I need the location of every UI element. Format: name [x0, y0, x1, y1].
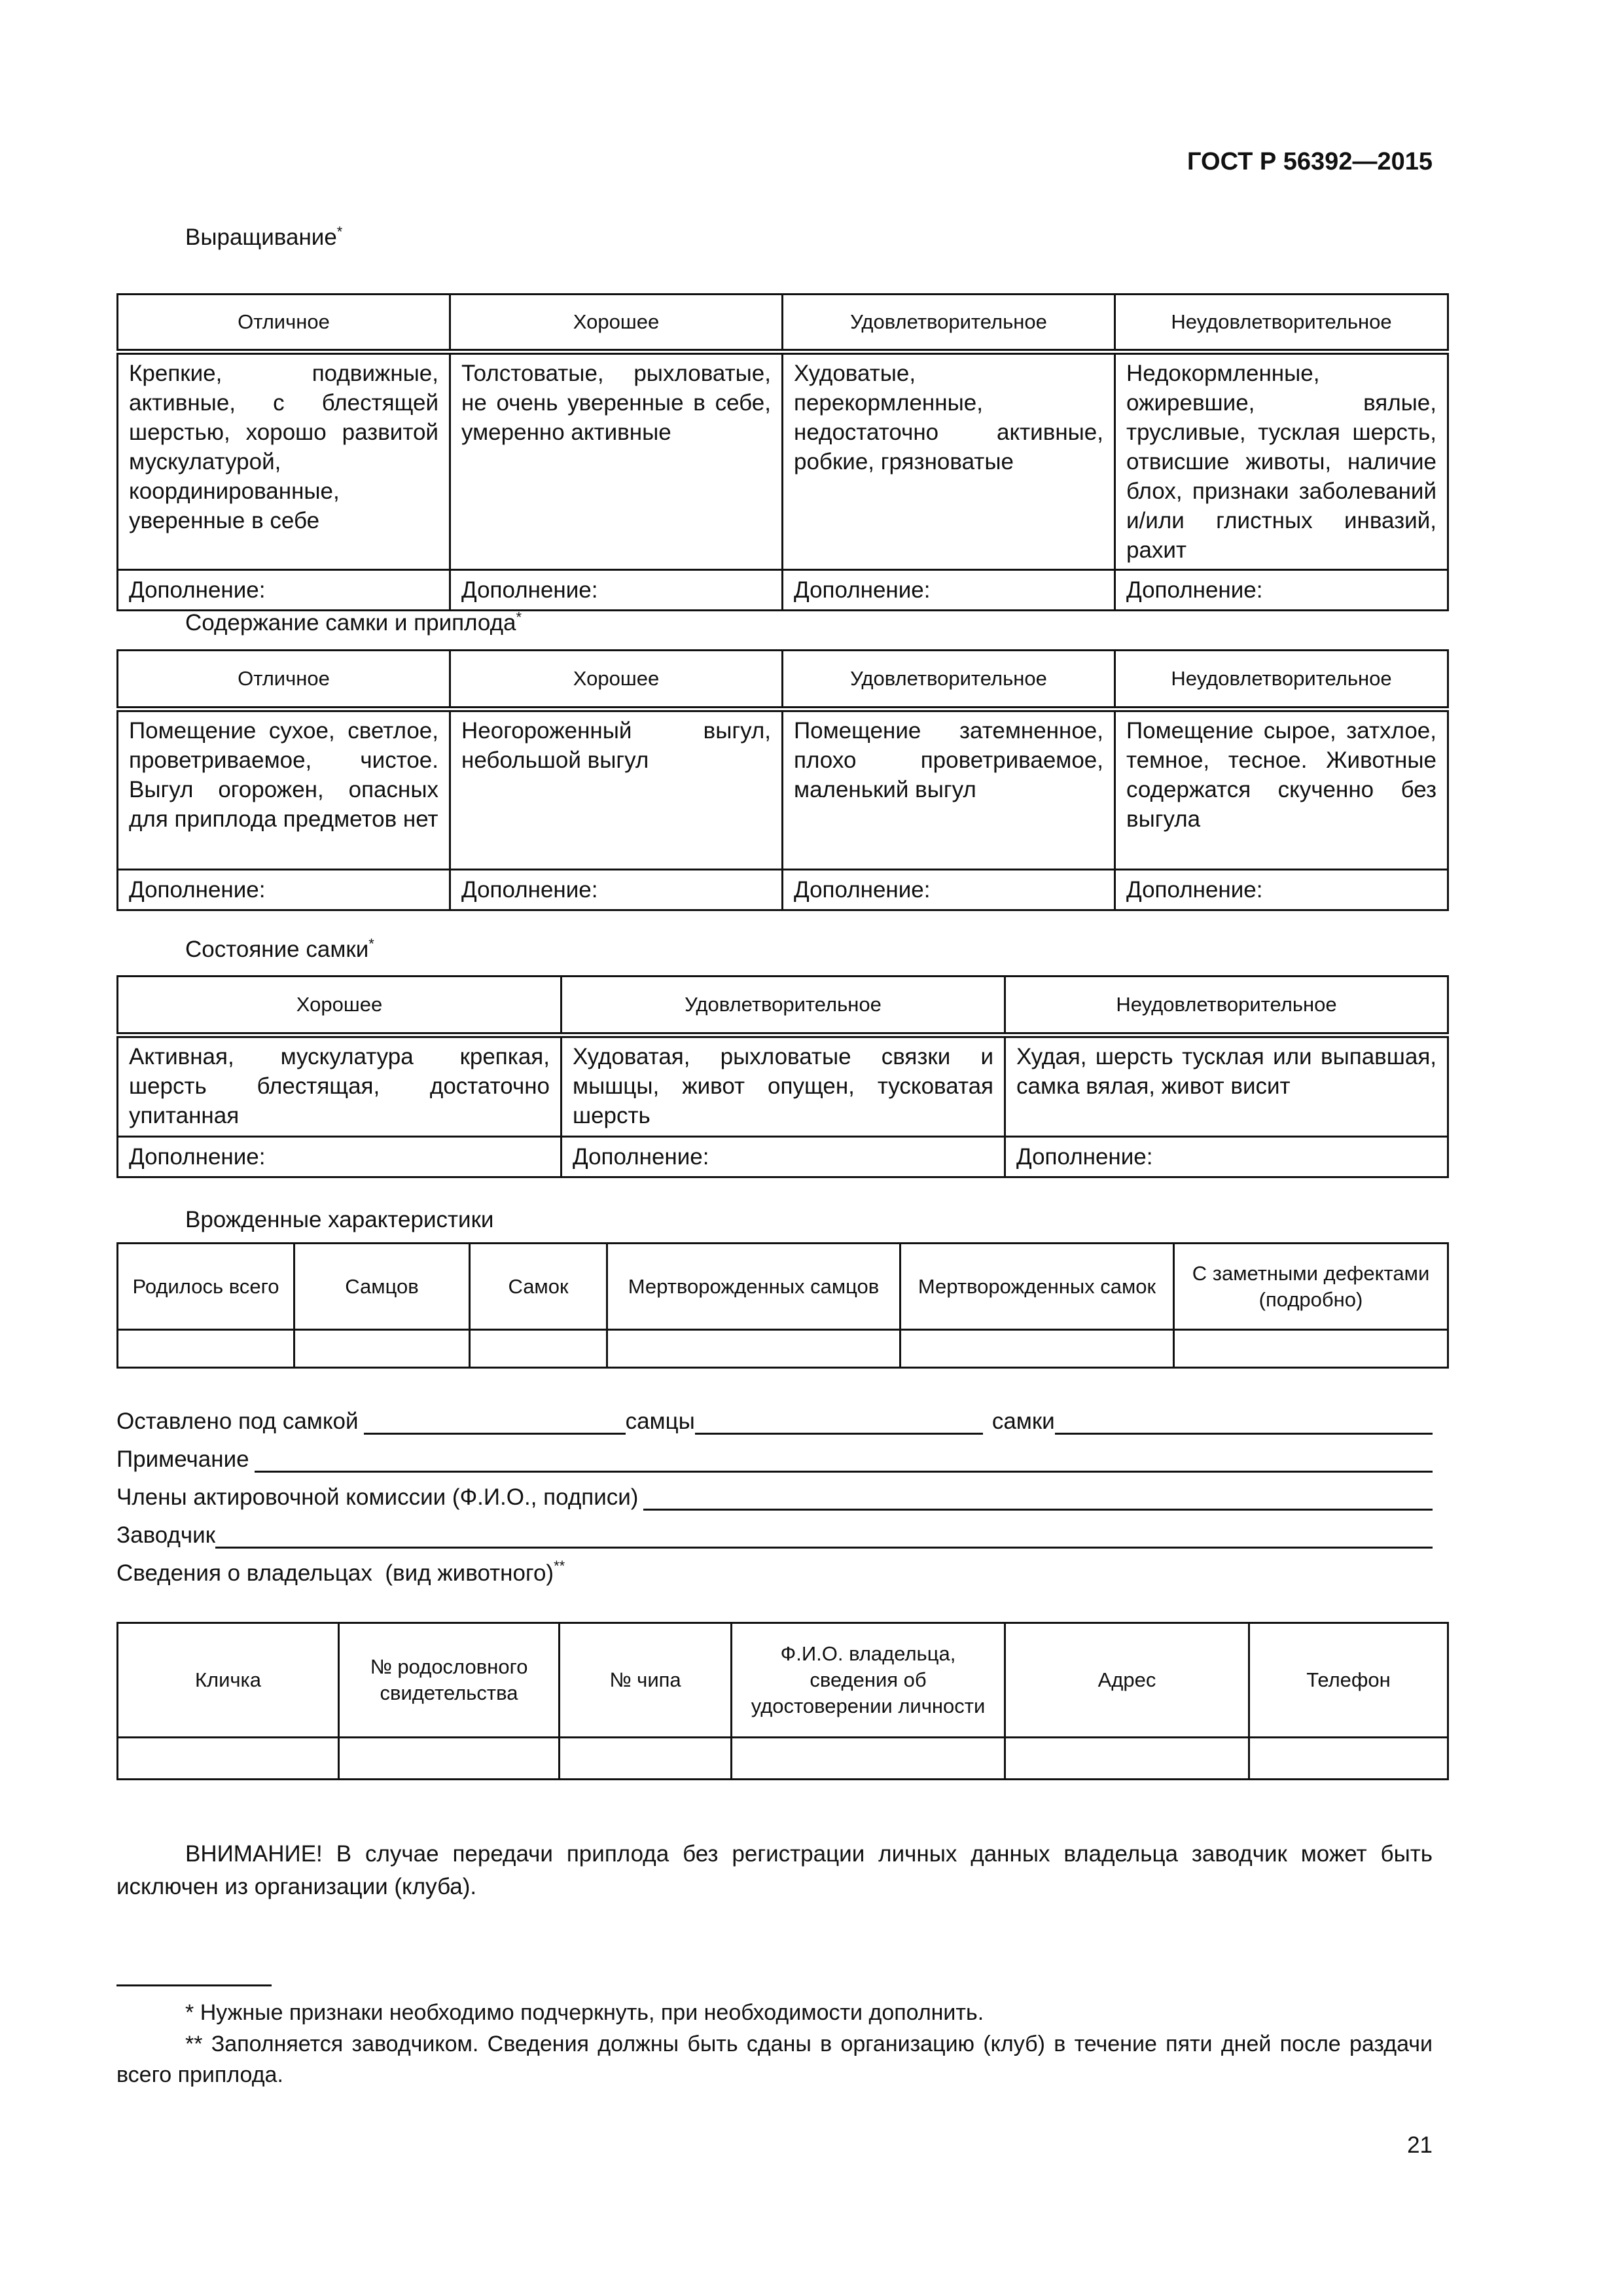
header-unsatisfactory: Неудовлетворительное — [1005, 977, 1448, 1035]
addition-field[interactable]: Дополнение: — [562, 1137, 1005, 1177]
owners-input-cell[interactable] — [1005, 1738, 1249, 1780]
addition-field[interactable]: Дополнение: — [1005, 1137, 1448, 1177]
left-with-label: Оставлено под самкой — [116, 1408, 359, 1434]
addition-field[interactable]: Дополнение: — [450, 570, 783, 611]
header-good: Хорошее — [118, 977, 562, 1035]
female-condition-table — [116, 975, 1449, 1178]
header-females: Самок — [470, 1244, 607, 1330]
header-satisfactory: Удовлетворительное — [783, 651, 1115, 709]
cell-unsatisfactory: Помещение сырое, затхлое, темное, тесное. Животные содержатся скученно без выгула — [1115, 709, 1448, 870]
females-line[interactable] — [1055, 1410, 1433, 1435]
owners-input-cell[interactable] — [560, 1738, 732, 1780]
addition-field[interactable]: Дополнение: — [783, 570, 1115, 611]
keeping-table — [116, 649, 1449, 911]
innate-input-cell[interactable] — [294, 1330, 470, 1368]
owners-label: Сведения о владельцах (вид животного) — [116, 1560, 554, 1586]
addition-field[interactable]: Дополнение: — [118, 870, 450, 910]
addition-field[interactable]: Дополнение: — [118, 570, 450, 611]
header-visible-defects: С заметными дефектами (подробно) — [1174, 1244, 1448, 1330]
commission-label: Члены актировочной комиссии (Ф.И.О., подписи) — [116, 1484, 639, 1510]
header-stillborn-females: Мертворожденных самок — [901, 1244, 1174, 1330]
header-satisfactory: Удовлетворительное — [562, 977, 1005, 1035]
page-number: 21 — [1407, 2132, 1433, 2158]
innate-table — [116, 1242, 1449, 1369]
owners-table — [116, 1622, 1449, 1780]
cell-satisfactory: Помещение затемненное, плохо проветриваемое, маленький выгул — [783, 709, 1115, 870]
header-good: Хорошее — [450, 651, 783, 709]
addition-field[interactable]: Дополнение: — [118, 1137, 562, 1177]
header-satisfactory: Удовлетворительное — [783, 295, 1115, 352]
cell-good: Толстоватые, рыхловатые, не очень уверенные в себе, умеренно активные — [450, 352, 783, 570]
innate-input-cell[interactable] — [118, 1330, 294, 1368]
commission-line[interactable] — [643, 1486, 1433, 1511]
growing-table — [116, 293, 1449, 611]
note-label: Примечание — [116, 1446, 249, 1472]
addition-field[interactable]: Дополнение: — [783, 870, 1115, 910]
innate-input-cell[interactable] — [1174, 1330, 1448, 1368]
header-excellent: Отличное — [118, 295, 450, 352]
section-title-female: Состояние самки* — [185, 935, 374, 962]
left-with-line[interactable] — [364, 1410, 626, 1435]
left-with-female-row — [116, 1402, 1433, 1435]
standard-header: ГОСТ Р 56392—2015 — [1187, 148, 1433, 175]
header-address: Адрес — [1005, 1623, 1249, 1738]
cell-unsatisfactory: Недокормленные, ожиревшие, вялые, трусливые, тусклая шерсть, отвисшие животы, наличие блох, признаки заболеваний и/или глистных инвазий, рахит — [1115, 352, 1448, 570]
header-pedigree-number: № родословного свидетельства — [339, 1623, 560, 1738]
cell-satisfactory: Худоватые, перекормленные, недостаточно активные, робкие, грязноватые — [783, 352, 1115, 570]
females-label: самки — [991, 1408, 1055, 1434]
footnote-2: ** Заполняется заводчиком. Сведения должны быть сданы в организацию (клуб) в течение пяти дней после раздачи всего приплода. — [116, 2032, 1433, 2087]
header-unsatisfactory: Неудовлетворительное — [1115, 651, 1448, 709]
cell-good: Активная, мускулатура крепкая, шерсть блестящая, достаточно упитанная — [118, 1035, 562, 1137]
header-owner-details: Ф.И.О. владельца, сведения об удостоверении личности — [732, 1623, 1005, 1738]
footnote-1: * Нужные признаки необходимо подчеркнуть, при необходимости дополнить. — [185, 2000, 984, 2025]
cell-good: Неогороженный выгул, небольшой выгул — [450, 709, 783, 870]
header-born-total: Родилось всего — [118, 1244, 294, 1330]
header-phone: Телефон — [1249, 1623, 1448, 1738]
cell-unsatisfactory: Худая, шерсть тусклая или выпавшая, самка вялая, живот висит — [1005, 1035, 1448, 1137]
header-name: Кличка — [118, 1623, 339, 1738]
header-good: Хорошее — [450, 295, 783, 352]
header-excellent: Отличное — [118, 651, 450, 709]
innate-input-cell[interactable] — [901, 1330, 1174, 1368]
note-line[interactable] — [255, 1448, 1433, 1473]
section-title-growing: Выращивание* — [185, 223, 343, 250]
cell-satisfactory: Худоватая, рыхловатые связки и мышцы, живот опущен, тусковатая шерсть — [562, 1035, 1005, 1137]
owners-input-cell[interactable] — [1249, 1738, 1448, 1780]
cell-excellent: Крепкие, подвижные, активные, с блестящей шерстью, хорошо развитой мускулатурой, координированные, уверенные в себе — [118, 352, 450, 570]
innate-input-cell[interactable] — [607, 1330, 901, 1368]
owners-input-cell[interactable] — [339, 1738, 560, 1780]
addition-field[interactable]: Дополнение: — [1115, 870, 1448, 910]
warning-note: ВНИМАНИЕ! В случае передачи приплода без регистрации личных данных владельца заводчик может быть исключен из организации (клуба). — [116, 1841, 1433, 1899]
owners-footnote-mark: ** — [554, 1558, 565, 1574]
breeder-label: Заводчик — [116, 1522, 216, 1548]
males-label: самцы — [625, 1408, 695, 1434]
section-title-innate: Врожденные характеристики — [185, 1207, 494, 1232]
header-unsatisfactory: Неудовлетворительное — [1115, 295, 1448, 352]
owners-input-cell[interactable] — [118, 1738, 339, 1780]
breeder-line[interactable] — [215, 1524, 1433, 1549]
owners-row — [116, 1554, 1433, 1587]
addition-field[interactable]: Дополнение: — [1115, 570, 1448, 611]
addition-field[interactable]: Дополнение: — [450, 870, 783, 910]
breeder-row — [116, 1516, 1433, 1549]
innate-input-cell[interactable] — [470, 1330, 607, 1368]
commission-row — [116, 1478, 1433, 1511]
footnote-divider — [116, 1984, 272, 1986]
header-males: Самцов — [294, 1244, 470, 1330]
owners-input-cell[interactable] — [732, 1738, 1005, 1780]
cell-excellent: Помещение сухое, светлое, проветриваемое, чистое. Выгул огорожен, опасных для приплода предметов нет — [118, 709, 450, 870]
males-line[interactable] — [695, 1410, 983, 1435]
header-chip-number: № чипа — [560, 1623, 732, 1738]
note-row — [116, 1440, 1433, 1473]
header-stillborn-males: Мертворожденных самцов — [607, 1244, 901, 1330]
section-title-keeping: Содержание самки и приплода* — [185, 609, 522, 636]
